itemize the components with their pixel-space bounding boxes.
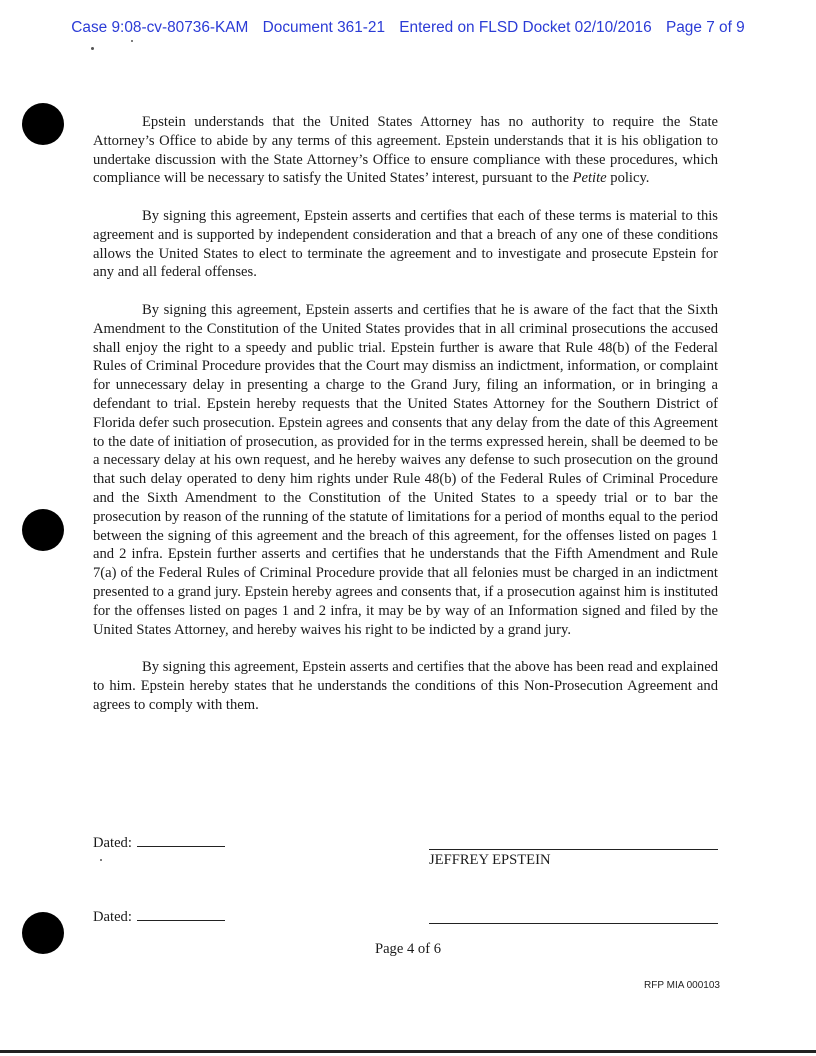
punch-hole (22, 103, 64, 145)
paragraph-acknowledgement: By signing this agreement, Epstein asserts and certifies that the above has been read and explained to him. Epstein hereby states that he understands the conditions of this Non-Prosecution Agreement and agrees to comply with them. (93, 659, 718, 713)
dated-field-2 (93, 908, 225, 926)
date-blank (137, 908, 225, 921)
scan-speck (91, 47, 94, 50)
paragraph-state-attorney: Epstein understands that the United States Attorney has no authority to require the State Attorney’s Office to abide by any terms of this agreement. Epstein understands that it is his obligation to undertake discussion with the State Attorney’s Office to ensure compliance with these procedures, which compliance will be necessary to satisfy the United States’ interest, pursuant to the Petite policy. (93, 114, 718, 187)
docket-header (0, 19, 816, 37)
scan-speck (131, 40, 133, 42)
paragraph-speedy-trial-waiver: By signing this agreement, Epstein asserts and certifies that he is aware of the fact that the Sixth Amendment to the Constitution of the United States provides that in all criminal prosecutions the accused shall enjoy the right to a speedy and public trial. Epstein further is aware that Rule 48(b) of the Federal Rules of Criminal Procedure provides that the Court may dismiss an indictment, information, or complaint for unnecessary delay in presenting a charge to the Grand Jury, filing an information, or in bringing a defendant to trial. Epstein hereby requests that the United States Attorney for the Southern District of Florida defer such prosecution. Epstein agrees and consents that any delay from the date of this Agreement to the date of initiation of prosecution, as provided for in the terms expressed herein, shall be deemed to be a necessary delay at his own request, and he hereby waives any defense to such prosecution on the ground that such delay operated to deny him rights under Rule 48(b) of the Federal Rules of Criminal Procedure and the Sixth Amendment to the Constitution of the United States to a speedy trial or to bar the prosecution by reason of the running of the statute of limitations for a period of months equal to the period between the signing of this agreement and the breach of this agreement, for the offenses listed on pages 1 and 2 infra. Epstein further asserts and certifies that he understands that the Fifth Amendment and Rule 7(a) of the Federal Rules of Criminal Procedure provide that all felonies must be charged in an indictment presented to a grand jury. Epstein hereby agrees and consents that, if a prosecution against him is instituted for the offenses listed on pages 1 and 2 infra, it may be by way of an Information signed and filed by the United States Attorney, and hereby waives his right to be indicted by a grand jury. (93, 301, 718, 638)
punch-hole (22, 509, 64, 551)
dated-label: Dated: (93, 835, 132, 851)
dated-field-1 (93, 834, 225, 852)
signature-line-epstein (429, 849, 718, 850)
signer-name: JEFFREY EPSTEIN (429, 852, 551, 868)
agreement-body (93, 113, 718, 733)
scan-speck (100, 859, 102, 861)
signature-line-second (429, 923, 718, 924)
petite-italic: Petite (572, 170, 607, 187)
docket-entry: Entered on FLSD Docket 02/10/2016 (399, 19, 652, 36)
docket-page: Page 7 of 9 (665, 19, 745, 36)
dated-label: Dated: (93, 909, 132, 925)
document-number: Document 361-21 (262, 19, 385, 36)
scan-edge (0, 1050, 816, 1053)
paragraph-material-terms: By signing this agreement, Epstein asserts and certifies that each of these terms is material to this agreement and is supported by independent consideration and that a breach of any one of these conditions allows the United States to elect to terminate the agreement and to investigate and prosecute Epstein for any and all federal offenses. (93, 207, 718, 281)
case-number: Case 9:08-cv-80736-KAM (71, 19, 249, 36)
date-blank (137, 834, 225, 847)
bates-number: RFP MIA 000103 (644, 980, 720, 991)
page-number: Page 4 of 6 (374, 941, 442, 957)
